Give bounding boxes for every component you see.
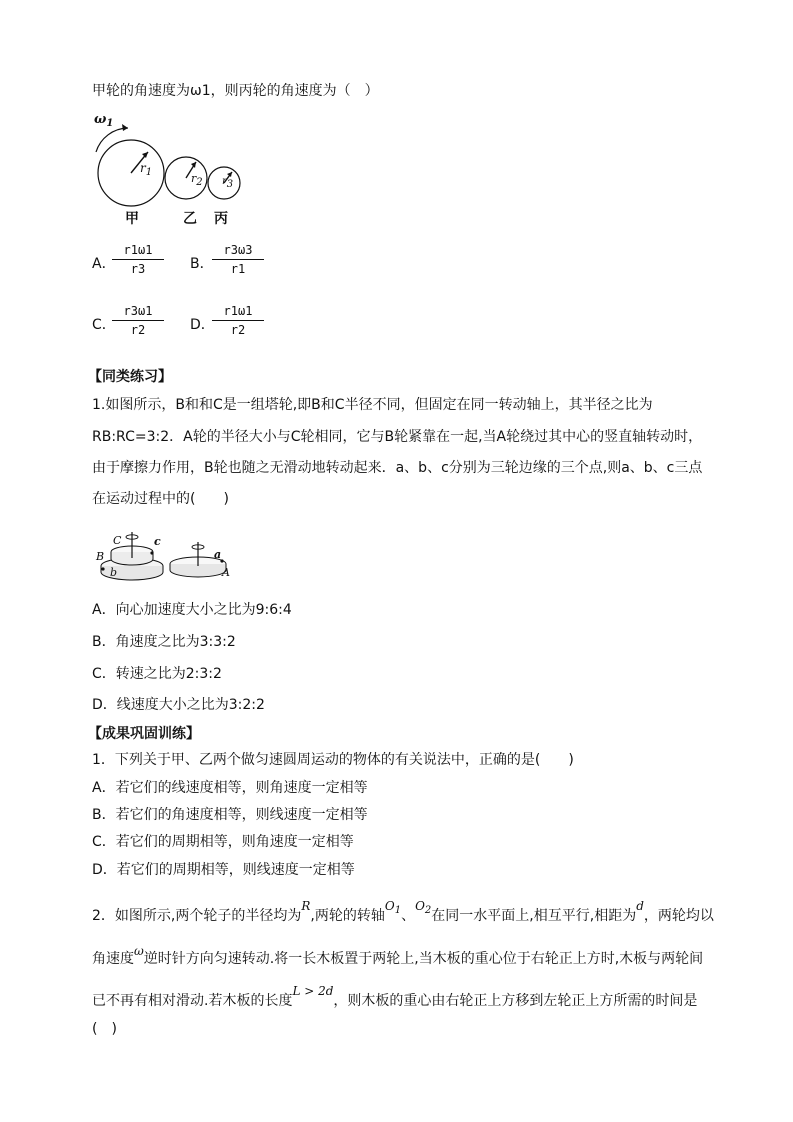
s1-option-c: C．转速之比为2:3:2: [92, 666, 222, 682]
s2-q2-line1: 2．如图所示,两个轮子的半径均为R,两轮的转轴$O_1$、$O_2$在同一水平面上,相互平行,相距为d，两轮均以: [92, 899, 714, 924]
fig-label-A: A: [222, 566, 230, 579]
option-a-denominator: r3: [130, 262, 146, 276]
option-d-numerator: r1ω1: [223, 304, 253, 318]
q1-line2: RB:RC=3:2．A轮的半径大小与C轮相同，它与B轮紧靠在一起,当A轮绕过其中心的竖直轴转动时，: [92, 429, 703, 445]
s1-option-d: D．线速度大小之比为3:2:2: [92, 697, 265, 713]
s2-q1-option-c: C．若它们的周期相等，则角速度一定相等: [92, 834, 354, 850]
fig-label-c: c: [154, 535, 161, 548]
s2-q1-stem: 1．下列关于甲、乙两个做匀速圆周运动的物体的有关说法中，正确的是( ): [92, 752, 574, 768]
question-stem: 甲轮的角速度为ω1，则丙轮的角速度为（ ）: [92, 83, 379, 99]
fig-label-a: a: [214, 548, 222, 561]
label-bing: 丙: [214, 211, 228, 227]
symbol-R: R: [301, 899, 311, 913]
symbol-d: d: [636, 899, 644, 913]
option-c-numerator: r3ω1: [123, 304, 153, 318]
option-a-letter: A．: [92, 256, 116, 272]
option-c-denominator: r2: [130, 323, 146, 337]
option-d-denominator: r2: [230, 323, 246, 337]
option-a-fraction: [112, 242, 164, 277]
option-b-numerator: r3ω3: [223, 243, 253, 257]
section-heading-similar: 【同类练习】: [88, 369, 172, 385]
s1-option-b: B．角速度之比为3:3:2: [92, 634, 236, 650]
option-b-fraction: [212, 242, 264, 277]
symbol-omega: ω: [134, 944, 144, 958]
s2-q1-option-b: B．若它们的角速度相等，则线速度一定相等: [92, 807, 368, 823]
s2-q1-option-a: A．若它们的线速度相等，则角速度一定相等: [92, 780, 368, 796]
option-c-fraction: [112, 303, 164, 338]
option-c-letter: C．: [92, 317, 116, 333]
symbol-O2: $O_2$: [415, 899, 432, 916]
option-d-fraction: [212, 303, 264, 338]
option-d-letter: D．: [190, 317, 215, 333]
label-yi: 乙: [183, 211, 197, 227]
section-heading-consolidation: 【成果巩固训练】: [88, 726, 200, 742]
q1-line1: 1.如图所示，B和和C是一组塔轮,即B和C半径不同，但固定在同一转动轴上，其半径之比为: [92, 397, 653, 413]
r1-label: $r_1$: [140, 161, 153, 178]
option-b-letter: B．: [190, 256, 214, 272]
s2-q2-line4: ( ): [92, 1021, 117, 1037]
rotation-arrow: [96, 128, 128, 152]
three-wheels-figure: [88, 112, 258, 227]
r3-label: r3: [222, 176, 234, 190]
label-jia: 甲: [125, 211, 139, 227]
option-a-numerator: r1ω1: [123, 243, 153, 257]
symbol-O1: $O_1$: [384, 899, 402, 916]
symbol-L-gt-2d: L > 2d: [292, 984, 334, 998]
s1-option-a: A．向心加速度大小之比为9:6:4: [92, 602, 292, 618]
fig-label-C: C: [113, 534, 122, 547]
s2-q2-line2: 角速度ω逆时针方向匀速转动.将一长木板置于两轮上,当木板的重心位于右轮正上方时,木板与两轮间: [92, 944, 704, 967]
omega-label: $\omega_1$: [94, 112, 114, 129]
option-b-denominator: r1: [230, 262, 246, 276]
fig-label-B: B: [96, 550, 105, 563]
q1-line3: 由于摩擦力作用，B轮也随之无滑动地转动起来．a、b、c分别为三轮边缘的三个点,则a、b、c三点: [92, 460, 703, 476]
r2-label: r2: [191, 172, 203, 188]
fig-label-b: b: [110, 566, 118, 579]
s2-q2-line3: 已不再有相对滑动.若木板的长度L > 2d，则木板的重心由右轮正上方移到左轮正上方所需的时间是: [92, 984, 698, 1009]
q1-line4: 在运动过程中的( ): [92, 491, 229, 507]
s2-q1-option-d: D．若它们的周期相等，则线速度一定相等: [92, 862, 355, 878]
